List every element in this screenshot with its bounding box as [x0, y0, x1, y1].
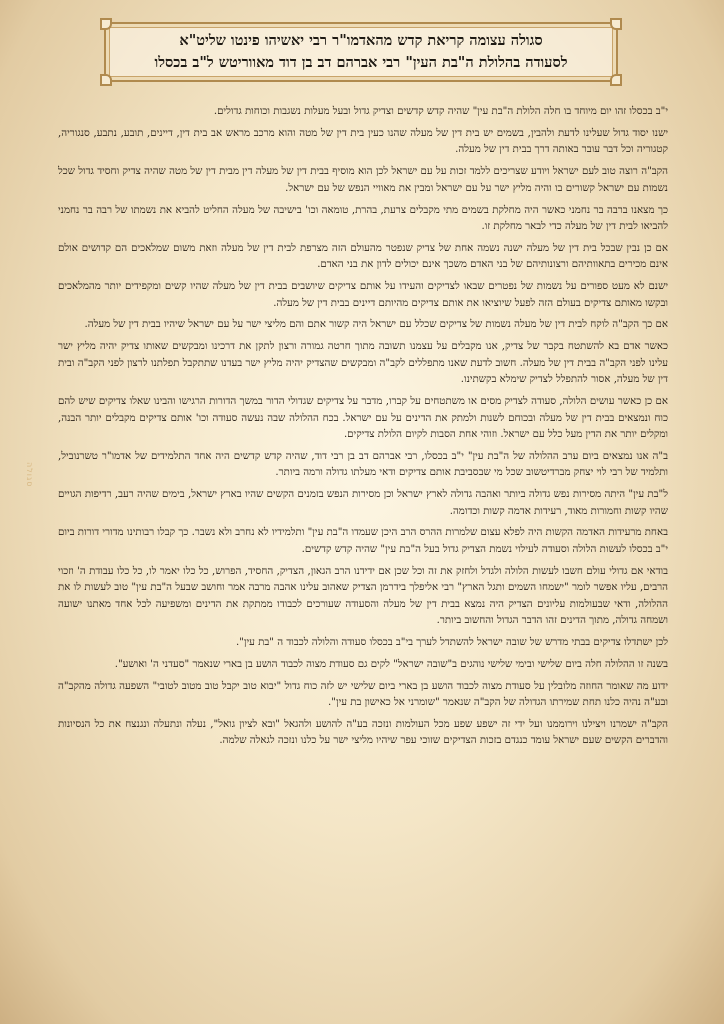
paragraph: ידוע מה שאומר החוזה מלובלין על סעודת מצוה לכבוד הושע בן בארי ביום שלישי יש לזה כוח גדול "יבוא טוב יקבל טוב מטוב לטובי" השפעה גדולה מהקב"ה ובע"ה נהיה כלנו תחת שמירתו הגדולה של הקב"ה שנאמר "שומרני אל כאישון בת עין". — [58, 680, 668, 709]
paragraph: ישנם לא מעט ספורים על נשמות של נפטרים שבאו לצדיקים והעידו על אותם צדיקים שיושבים בבית דין של מעלה שהיו קשים ומקפידים יותר מהמלאכים ובקשו מאותם צדיקים בעולם הזה לפעל שיוציאו את אותם צדיקים מהיותם דיינים בבית דין של מעלה. — [58, 281, 668, 309]
paragraph: ב"ה אנו נמצאים ביום ערב ההלולה של ה"בת עין" י"ב בכסלו, רבי אברהם דב בן רבי דוד, שהיה קדש קדשים היה אחד התלמידים של אדמו"ר טשרנוביל, ותלמיד של רבי לוי יצחק מברדיטשוב שכל מי שבסביבת אותם צדיקים ודאי מעלתו גדולה ורמה ביותר. — [58, 450, 668, 479]
paragraph: באחת מרעידות האדמה הקשות היה לפלא עצום שלמרות ההרס הרב היכן שעמדו ה"בת עין" ותלמידיו לא נחרב ולא נשבר. כך קבלו רבותינו מדורי דורות ביום י"ב בכסלו לעשות הלולה וסעודה לעילוי נשמת הצדיק גדול בעל ה"בת עין" שהיה קדש קדשים. — [58, 527, 668, 555]
title-line-2: לסעודה בהלולת ה"בת העין" רבי אברהם דב בן דוד מאווריטש ל"ב בכסלו — [154, 54, 568, 71]
paragraph: ל"בת עין" היתה מסירות נפש גדולה ביותר ואהבה גדולה לארץ ישראל וכן מסירות הנפש בזמנים הקשים שהיו בארץ ישראל, בימים שהיה רעב, רדיפות הגויים שהיו קשות וחמורות מאוד, רעידות אדמה קשות וכדומה. — [58, 489, 668, 517]
paragraph: אם כך הקב"ה לוקח לבית דין של מעלה נשמות של צדיקים שכלל עם ישראל היה קשור אתם והם מליצי ישר על עם ישראל שיהיו בבית דין של מעלה. — [84, 319, 668, 331]
paragraph: הקב"ה רוצה טוב לעם ישראל ויודע שצריכים ללמד זכות על עם ישראל לכן הוא מוסיף בבית דין של מעלה דין מבית דין של מטה שהיה צדיק וחסיד גדול שכל נשמות עם ישראל קשורים בו והיה מליץ ישר על עם ישראל ומבין את מאוויי הנפש של עם ישראל. — [58, 166, 668, 194]
paragraph: ישנו יסוד גדול שעלינו לדעת ולהבין, בשמים יש בית דין של מעלה שהנו כעין בית דין של מטה והוא מרכב מראש אב בית דין, דיינים, תובע, נתבע, סנגוריה, קטגוריה וכל דבר עובר באותה דרך בבית דין של מעלה. — [58, 127, 668, 156]
paragraph: לכן ישתדלו צדיקים בבתי מדרש של שובה ישראל להשתדל לערך בי"ב בכסלו סעודה והלולה לכבוד ה "בת עין". — [235, 636, 668, 648]
frame-corner-ornament — [100, 74, 112, 86]
paragraph: אם כן כאשר עושים הלולה, סעודה לצדיק מסים או משתטחים על קברו, מדבר על צדיקים שגדולי הדור במשך הדורות הרגישו והבינו שאלו צדיקים שיש להם כוח ונמצאים בבית דין של מעלה ובכוחם לשנות ולמתק את הדינים על עם ישראל. בכח ההלולה שבה נעשה סעודה וכו' אותם צדיקים מקבלים יותר הבנה, ומקלים יותר את הדין מעל כלל עם ישראל. וזוהי אחת הסבות לקיום הלולת צדיקים. — [58, 396, 668, 440]
title-frame — [104, 22, 618, 82]
frame-corner-ornament — [100, 18, 112, 30]
frame-corner-ornament — [610, 74, 622, 86]
title-line-1: סגולה עצומה קריאת קדש מהאדמו"ר רבי יאשיהו פינטו שליט"א — [179, 32, 543, 49]
paragraph: י"ב בכסלו זהו יום מיוחד בו חלה הלולת ה"בת עין" שהיה קדש קדשים וצדיק גדול ובעל מעלות נשגבות וכוחות גדולים. — [213, 106, 668, 117]
frame-corner-ornament — [610, 18, 622, 30]
paragraph: בודאי אם גדולי עולם חשבו לעשות הלולה ולגדל ולחזק את זה וכל שכן אם ידידנו הרב הגאון, הצדיק, החסיד, הפרוש, כל כלו יאמר לו, כל כלו עבודת ה' וזכוי הרבים, עליו אפשר לומר "ישמחו השמים ותגל הארץ" רבי אליפלך בידרמן הצדיק שאהוב עלינו אהבה מרבה אמר וחושב שבעל ה"בת עין" טוב לעשות לו את ההלולה, ודאי שבעולמות עליונים הצדיק היה נמצא בבית דין של מעלה והסעודה שעורכים לכבודו ממתקת את הדינים ומשפיעה לכל אחד מאתנו ישועה ושמחה גדולה, מתוך הדינים זהו הדבר הגדול והחשוב ביותר. — [58, 565, 668, 626]
paragraph: בשנה זו ההלולה חלה ביום שלישי ובימי שלישי נוהגים ב"שובה ישראל" לקים גם סעודת מצוה לכבוד הושע בן בארי שנאמר "סעדני ה' ואושע". — [114, 658, 668, 670]
side-watermark: סגולה — [25, 462, 34, 488]
article-body — [58, 104, 668, 1009]
paragraph: אם כן נבין שבכל בית דין של מעלה ישנה נשמה אחת של צדיק שנפטר מהעולם הזה מצרפת לבית דין של מעלה וזאת משום שמלאכים הם קדושים אולם אינם מכירים בתאוותיהם ורצונותיהם של בני האדם משכך אינם יכולים לדון את בני האדם. — [58, 242, 668, 271]
paragraph: כך מצאנו ברבה בר נחמני כאשר היה מחלקת בשמים מתי מקבלים צרעת, בהרת, טומאה וכו' בישיבה של מעלה החליט להביא את נשמתו של רבה בר נחמני להביאו לבית דין של מעלה כדי לבאר מחלקת זו. — [58, 204, 668, 232]
paragraph: כאשר אדם בא להשתטח בקבר של צדיק, אנו מקבלים על עצמנו תשובה מתוך חרטה גמורה ורצון לתקן את דרכינו ומבקשים שאותו צדיק יהיה מליץ ישר עלינו לפני הקב"ה בבית דין של מעלה. חשוב לדעת שאנו מתפללים לקב"ה ומבקשים שהצדיק יהיה מליץ ישר בעדנו שתתקבל תפלתנו לרצון לפני הקב"ה ובית דין של מעלה, אסור להתפלל לצדיק שימלא בקשתינו. — [58, 341, 668, 386]
paragraph: הקב"ה ישמרנו ויצילנו וירוממנו ועל ידי זה ישפע שפע מכל העולמות ונזכה בע"ה להושע ולהגאל "ובא לציון גואל", נעלה ונתעלה ונגנצח את כל הנסיונות והדברים הקשים שעם ישראל עומד כנגדם בזכות הצדיקים שזוכי עפר שיהיו מליצי ישר על כלנו ונזכה לגאלה שלמה. — [58, 719, 668, 747]
